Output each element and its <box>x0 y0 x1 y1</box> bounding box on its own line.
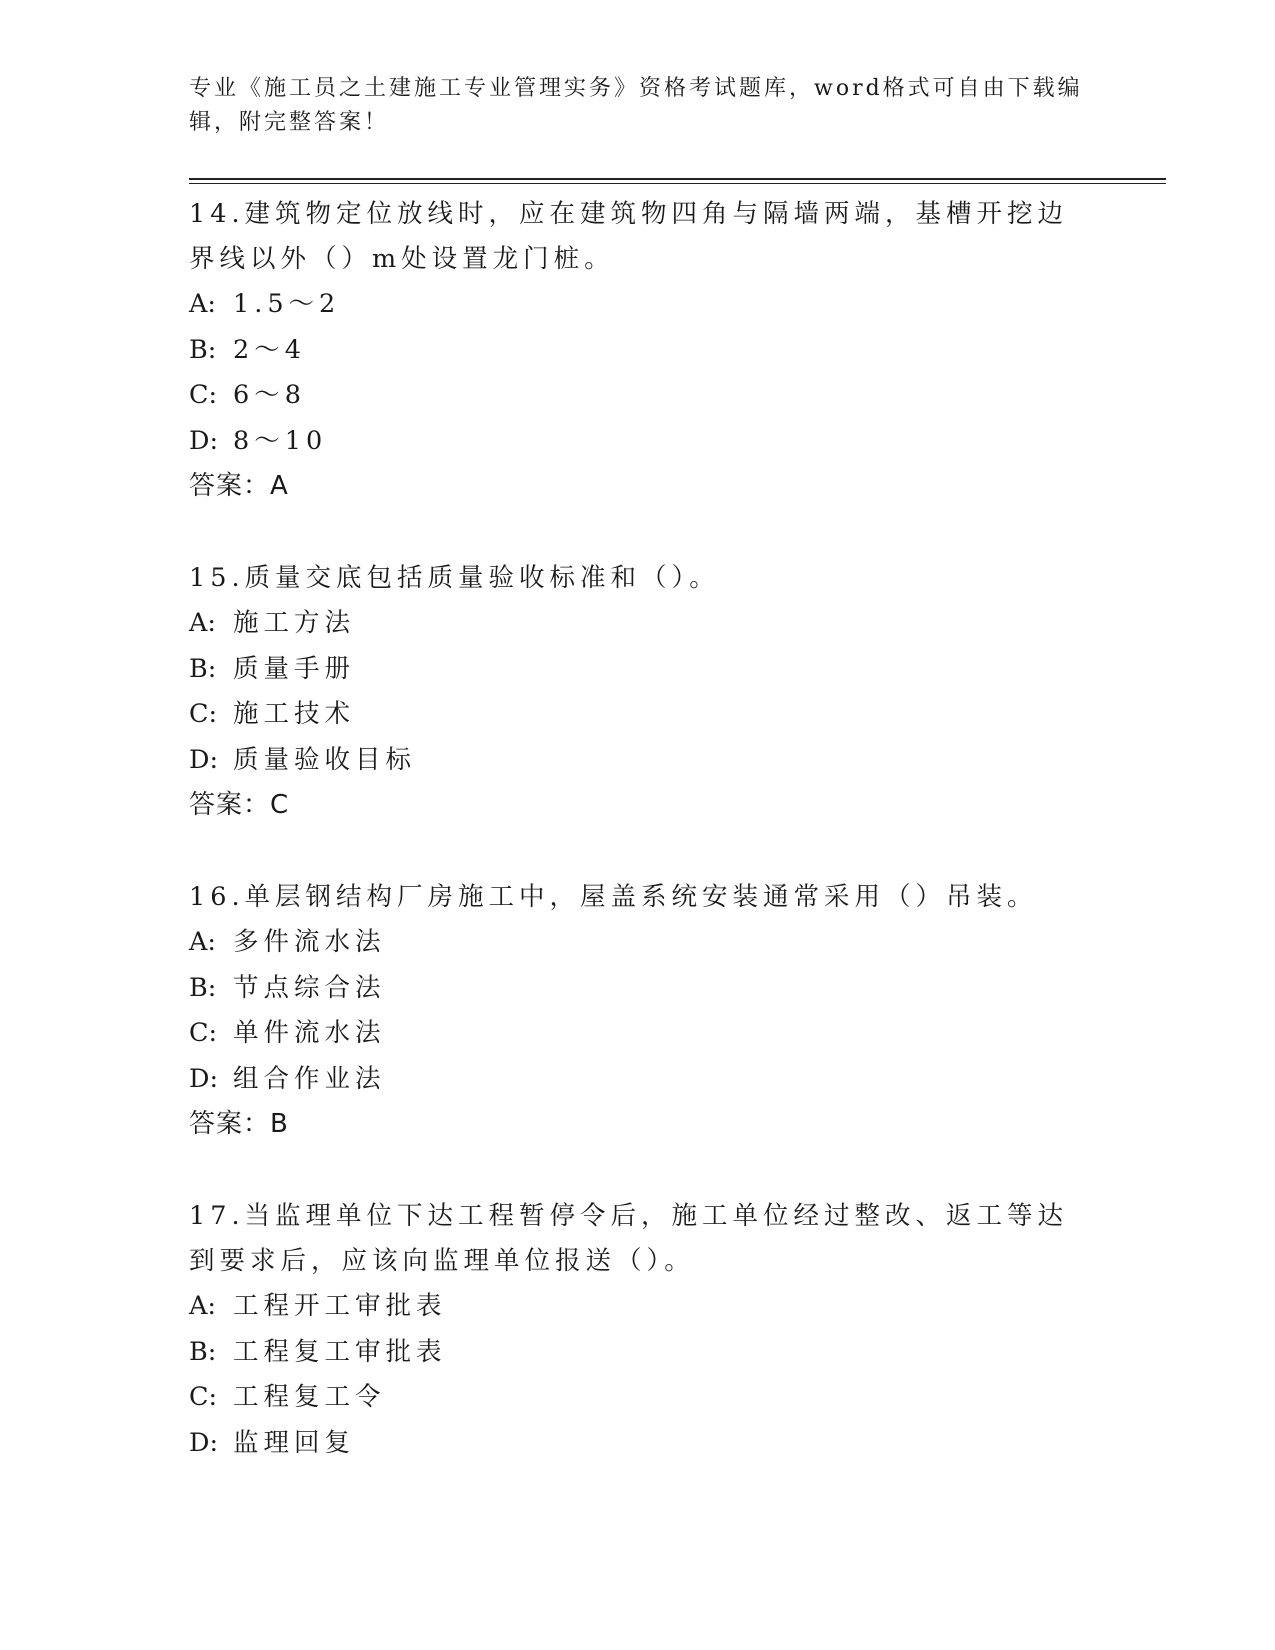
question-text: 15.质量交底包括质量验收标准和（）。 <box>189 563 720 593</box>
option-key: C: <box>189 699 218 729</box>
option-a <box>189 282 1089 328</box>
option-key: B: <box>189 1336 217 1367</box>
option-value: 施工技术 <box>233 699 356 729</box>
option-d <box>189 738 1089 784</box>
option-a <box>189 1284 1089 1330</box>
option-d <box>189 1057 1089 1103</box>
question-15 <box>189 556 1089 828</box>
option-value: 8～10 <box>233 425 328 456</box>
answer-line: 答案：B <box>189 1109 289 1139</box>
question-text: 16.单层钢结构厂房施工中，屋盖系统安装通常采用（）吊装。 <box>189 882 1038 912</box>
header-divider-top <box>189 178 1166 180</box>
option-key: D: <box>189 1063 219 1094</box>
header-divider-bottom <box>189 183 1166 184</box>
answer-line: 答案：A <box>189 471 289 501</box>
option-key: C: <box>189 1018 218 1048</box>
option-value: 工程复工令 <box>233 1382 386 1412</box>
option-value: 质量验收目标 <box>233 744 417 775</box>
option-value: 6～8 <box>233 380 306 410</box>
option-c <box>189 1375 1089 1421</box>
option-b <box>189 647 1089 693</box>
option-a <box>189 920 1089 966</box>
option-d <box>189 1421 1089 1467</box>
option-value: 施工方法 <box>233 608 356 638</box>
option-key: A: <box>189 1291 217 1321</box>
option-c <box>189 692 1089 738</box>
question-text: 17.当监理单位下达工程暂停令后，施工单位经过整改、返工等达到要求后，应该向监理单位报送（）。 <box>189 1201 1069 1276</box>
option-value: 节点综合法 <box>233 972 386 1003</box>
question-16 <box>189 875 1089 1147</box>
option-value: 1.5～2 <box>233 289 341 319</box>
option-value: 2～4 <box>233 334 306 365</box>
question-14 <box>189 192 1089 509</box>
option-d <box>189 419 1089 465</box>
option-c <box>189 1011 1089 1057</box>
question-17 <box>189 1194 1089 1466</box>
option-value: 组合作业法 <box>233 1063 386 1094</box>
option-key: D: <box>189 744 219 775</box>
option-key: C: <box>189 1382 218 1412</box>
option-key: D: <box>189 1427 219 1458</box>
option-key: A: <box>189 927 217 957</box>
option-key: B: <box>189 334 217 365</box>
option-c <box>189 373 1089 419</box>
option-value: 多件流水法 <box>233 927 386 957</box>
option-value: 质量手册 <box>233 653 356 684</box>
option-key: B: <box>189 972 217 1003</box>
question-list <box>189 192 1089 1513</box>
option-b <box>189 966 1089 1012</box>
option-a <box>189 601 1089 647</box>
header-line-1: 专业《施工员之土建施工专业管理实务》资格考试题库，word格式可自由下载编 <box>189 76 1083 101</box>
option-key: D: <box>189 425 219 456</box>
option-value: 单件流水法 <box>233 1018 386 1048</box>
header-line-2: 辑，附完整答案！ <box>189 110 390 135</box>
option-key: A: <box>189 608 217 638</box>
answer-line: 答案：C <box>189 790 290 820</box>
option-key: B: <box>189 653 217 684</box>
option-value: 工程复工审批表 <box>233 1336 447 1367</box>
document-header <box>189 72 1089 140</box>
option-value: 监理回复 <box>233 1427 356 1458</box>
option-b <box>189 328 1089 374</box>
option-key: A: <box>189 289 217 319</box>
option-b <box>189 1330 1089 1376</box>
option-key: C: <box>189 380 218 410</box>
question-text: 14.建筑物定位放线时，应在建筑物四角与隔墙两端，基槽开挖边界线以外（）m处设置龙门桩。 <box>189 199 1069 274</box>
option-value: 工程开工审批表 <box>233 1291 447 1321</box>
